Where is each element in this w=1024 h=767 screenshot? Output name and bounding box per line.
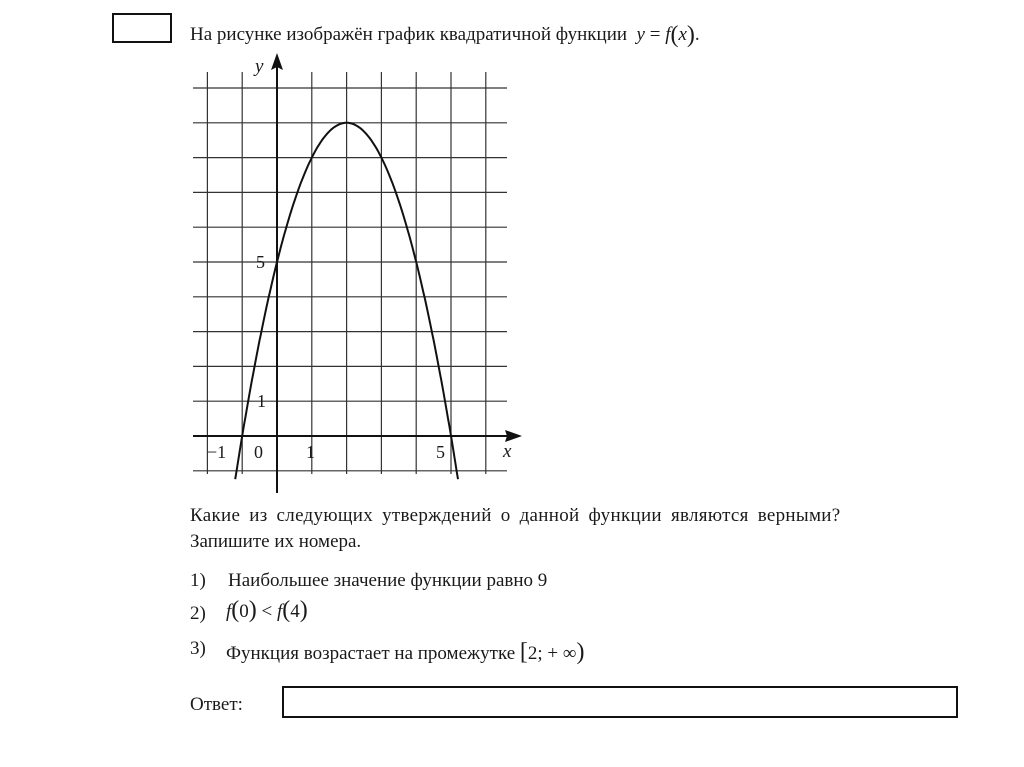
option-2-number: 2) [190,603,206,624]
opt3-text-words: Функция возрастает на промежутке [226,643,516,664]
formula-rparen: ) [686,22,695,48]
opt2-arg1: 0 [239,601,249,622]
tick-label-x-neg1: −1 [207,442,227,462]
formula-lparen: ( [670,22,679,48]
question-line-1: Какие из следующих утверждений о данной функции являются верными? [190,505,841,526]
graph-grid [193,72,507,474]
opt3-interval: 2; + ∞ [527,643,577,664]
formula-f: f [665,24,671,45]
task-title-text: На рисунке изображён график квадратичной функции [190,24,628,45]
tick-label-x-5: 5 [436,442,445,462]
opt2-rparen2: ) [299,597,308,623]
opt2-lparen2: ( [282,597,291,623]
y-axis-label: y [255,56,264,77]
opt3-lbracket: [ [519,639,528,665]
tick-label-origin: 0 [254,442,263,462]
option-1-number: 1) [190,570,206,591]
formula-x: x [678,24,687,45]
opt2-rparen1: ) [248,597,257,623]
formula-eq: = [644,24,666,45]
opt2-f1: f [226,601,232,622]
question-line-2: Запишите их номера. [190,531,362,552]
opt2-arg2: 4 [290,601,300,622]
x-axis-label: x [503,441,512,462]
answer-input[interactable] [282,686,958,718]
option-2-formula [226,598,308,623]
option-1-text: Наибольшее значение функции равно 9 [228,570,548,591]
opt2-f2: f [277,601,283,622]
formula-y: y [636,24,645,45]
opt2-lt: < [256,601,277,622]
opt3-rparen: ) [576,639,585,665]
option-3-number: 3) [190,638,206,659]
option-3-text [226,640,584,665]
formula-dot: . [694,24,700,45]
tick-label-y-1: 1 [257,391,266,411]
opt2-lparen1: ( [231,597,240,623]
tick-label-x-1: 1 [306,442,315,462]
tick-label-y-5: 5 [256,252,265,272]
answer-label: Ответ: [190,694,243,715]
